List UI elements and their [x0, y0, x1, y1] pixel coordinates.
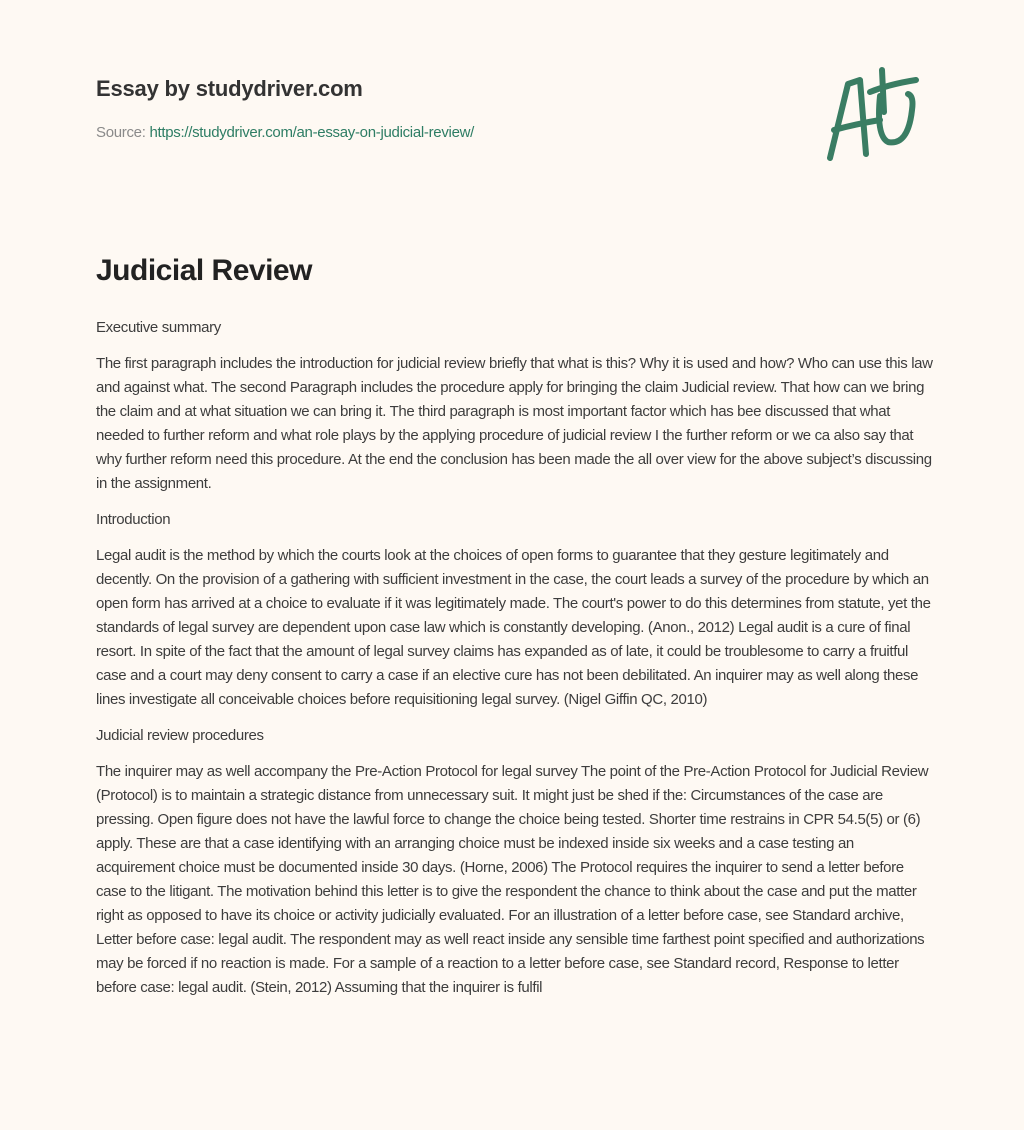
source-line: [96, 124, 474, 141]
section-heading: Introduction: [96, 511, 171, 528]
article-body: [96, 316, 936, 1012]
section-paragraph: Legal audit is the method by which the courts look at the choices of open forms to guarantee that they gesture legitimately and decently. On the provision of a gathering with sufficient investment in the case, the court leads a survey of the procedure by which an open form has arrived at a choice to evaluate if it was legitimately made. The court's power to do this determines from statute, yet the standards of legal survey are dependent upon case law which is constantly developing. (Anon., 2012) Legal audit is a cure of final resort. In spite of the fact that the amount of legal survey claims has expanded as of late, it could be troublesome to carry a fruitful case and a court may deny consent to carry a case if an elective cure has not been debilitated. An inquirer may as well along these lines investigate all conceivable choices before requisitioning legal survey. (Nigel Giffin QC, 2010): [96, 547, 931, 708]
source-label: Source:: [96, 124, 146, 141]
section-heading: Judicial review procedures: [96, 727, 264, 744]
article-title: Judicial Review: [96, 254, 312, 287]
section-paragraph: The inquirer may as well accompany the Pre-Action Protocol for legal survey The point of the Pre-Action Protocol for Judicial Review (Protocol) is to maintain a strategic distance from unnecessary suit. It might just be shed if the: Circumstances of the case are pressing. Open figure does not have the lawful force to change the choice being tested. Shorter time restrains in CPR 54.5(5) or (6) apply. These are that a case identifying with an arranging choice must be indexed inside six weeks and a case testing an acquirement choice must be documented inside 30 days. (Horne, 2006) The Protocol requires the inquirer to send a letter before case to the litigant. The motivation behind this letter is to give the respondent the chance to think about the case and put the matter right as opposed to have its choice or activity judicially evaluated. For an illustration of a letter before case, see Standard archive, Letter before case: legal audit. The respondent may as well react inside any sensible time farthest point specified and authorizations may be forced if no reaction is made. For a sample of a reaction to a letter before case, see Standard record, Response to letter before case: legal audit. (Stein, 2012) Assuming that the inquirer is fulfil: [96, 763, 929, 996]
a-plus-logo-icon: [820, 66, 930, 166]
source-link[interactable]: https://studydriver.com/an-essay-on-judicial-review/: [149, 124, 475, 141]
site-brand: Essay by studydriver.com: [96, 76, 363, 101]
section-paragraph: The first paragraph includes the introduction for judicial review briefly that what is this? Why it is used and how? Who can use this law and against what. The second Paragraph includes the procedure apply for bringing the claim Judicial review. That how can we bring the claim and at what situation we can bring it. The third paragraph is most important factor which has bee discussed that what needed to further reform and what role plays by the applying procedure of judicial review I the further reform or we ca also say that why further reform need this procedure. At the end the conclusion has been made the all over view for the above subject’s discussing in the assignment.: [96, 355, 933, 492]
section-heading: Executive summary: [96, 319, 221, 336]
